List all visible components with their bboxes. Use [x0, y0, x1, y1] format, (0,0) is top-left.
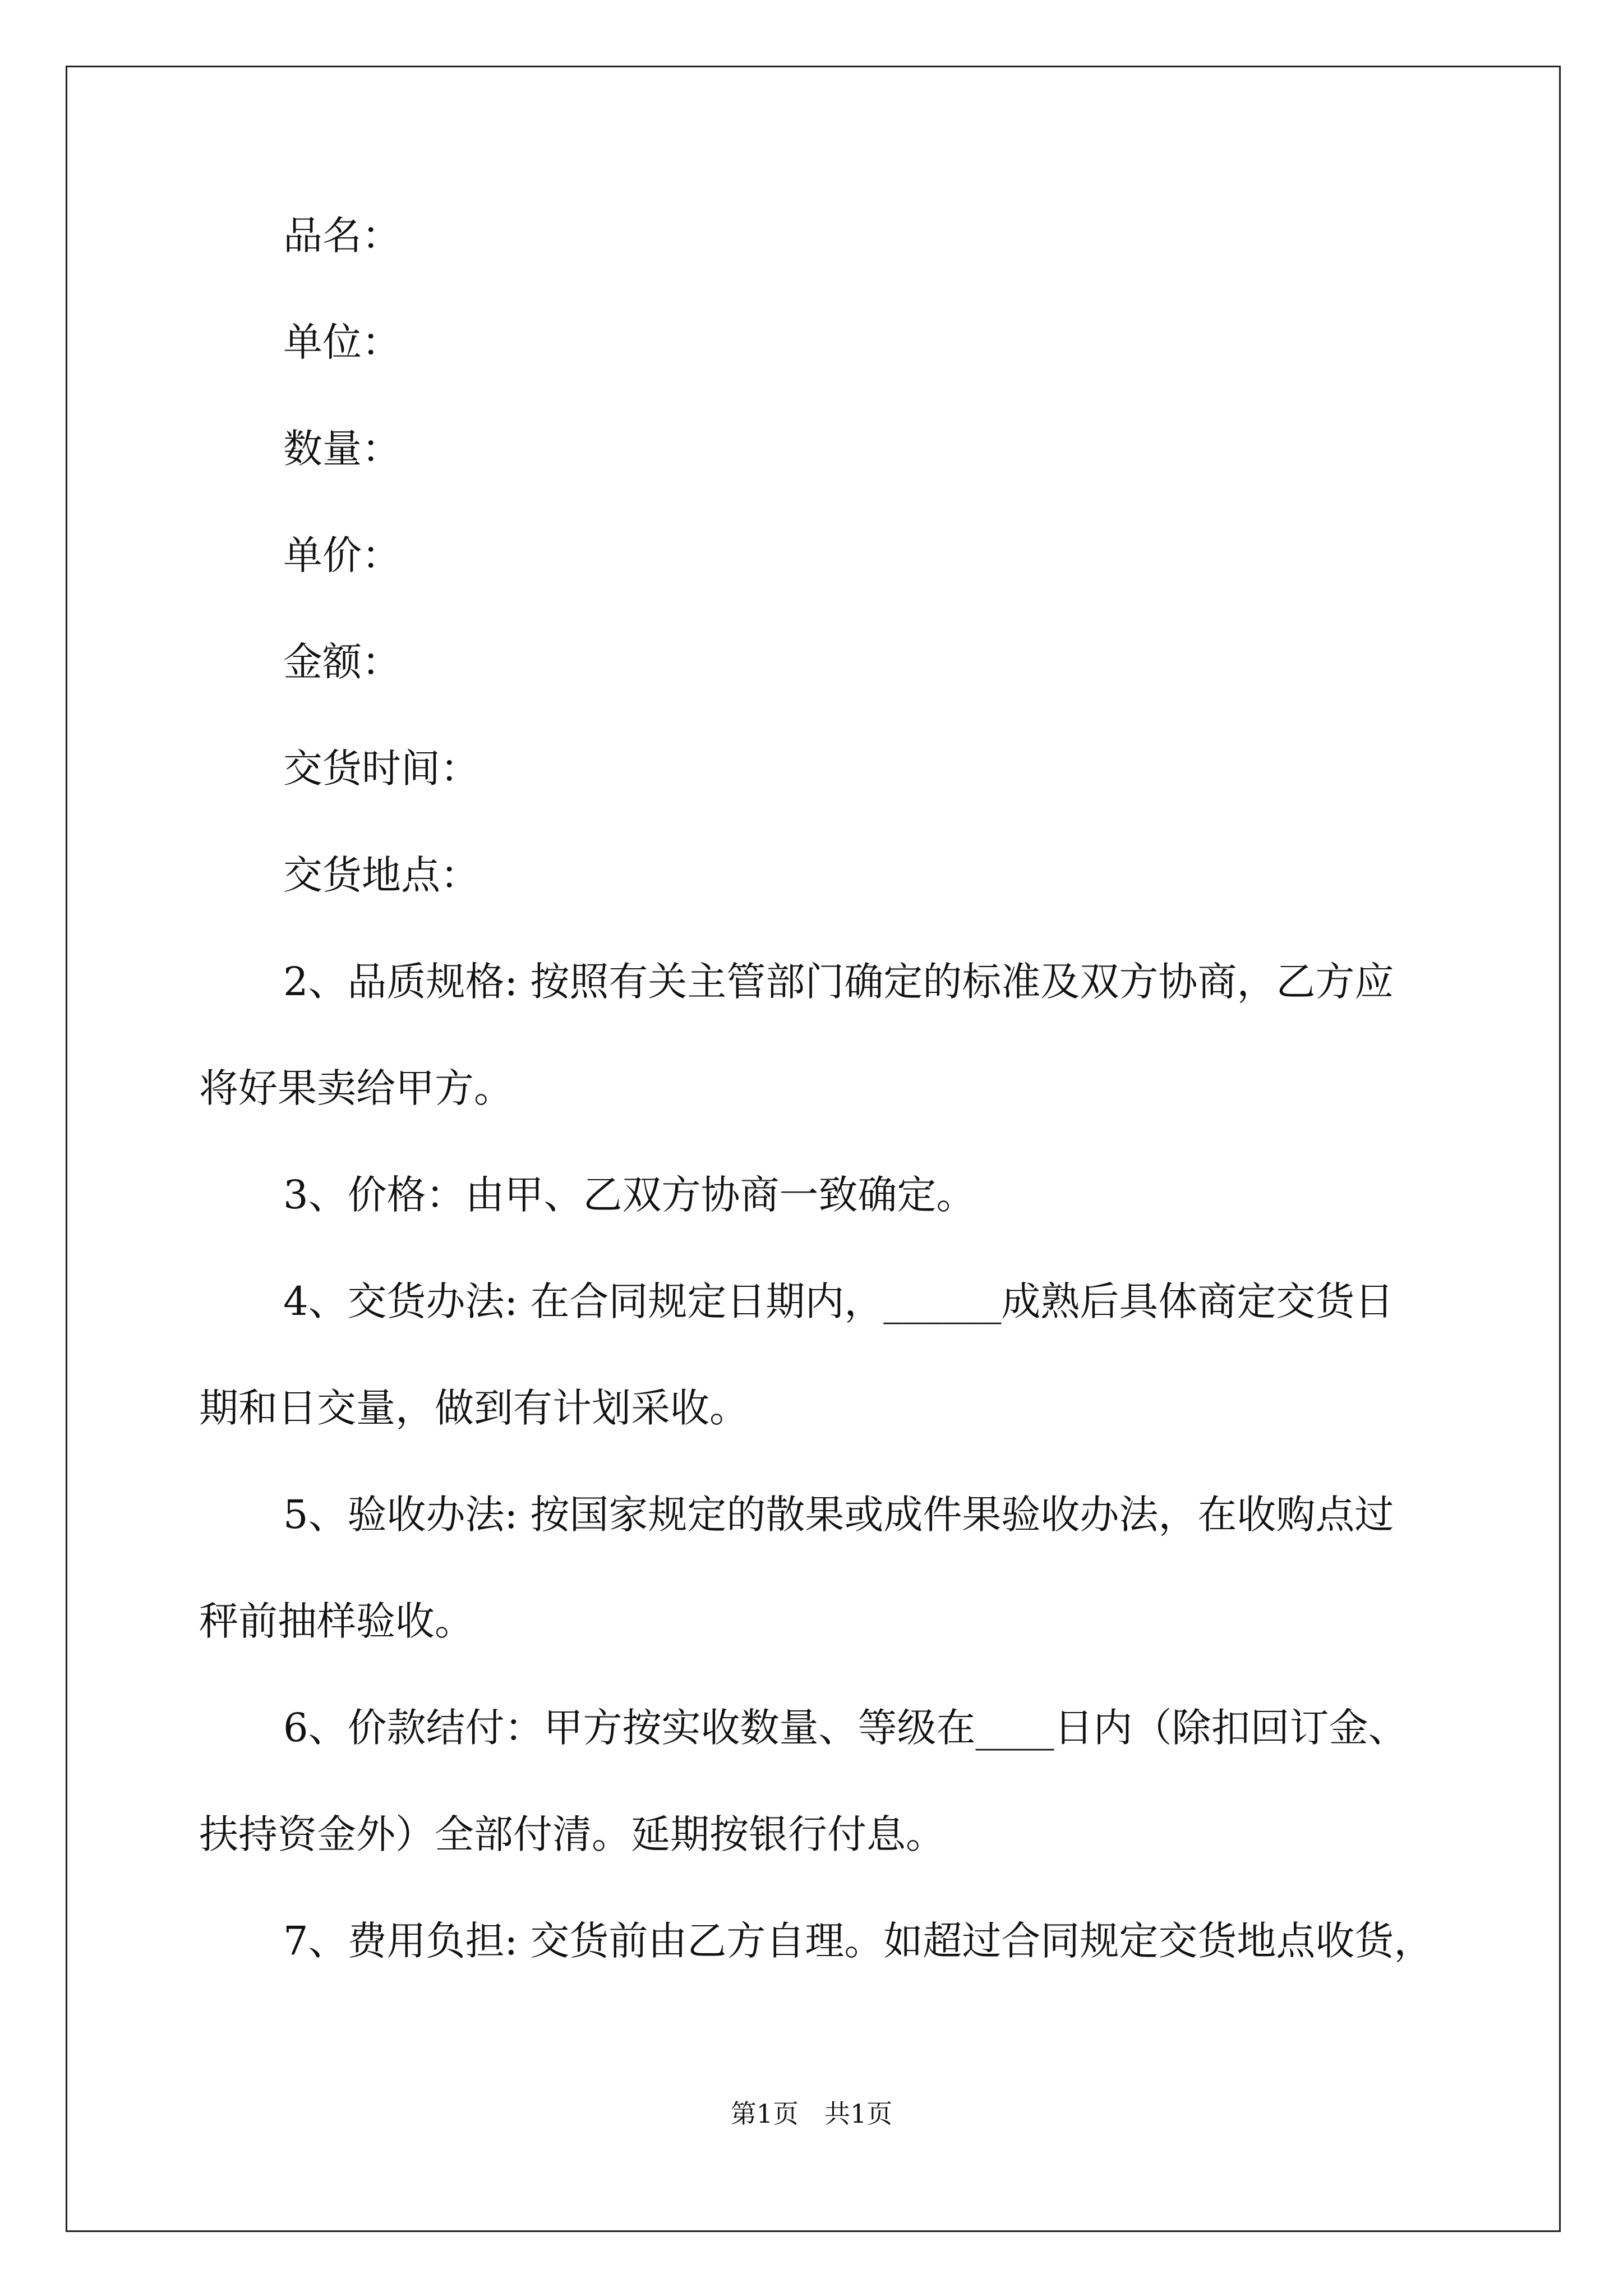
field-quantity: 数量：	[283, 426, 401, 472]
clause-2-line-1: 2、品质规格: 按照有关主管部门确定的标准及双方协商，乙方应	[283, 959, 1394, 1005]
clause-6-line-1: 6、价款结付：甲方按实收数量、等级在____日内（除扣回订金、	[283, 1705, 1408, 1751]
clause-4-line-1: 4、交货办法: 在合同规定日期内，______成熟后具体商定交货日	[283, 1278, 1394, 1324]
clause-5-line-1: 5、验收办法: 按国家规定的散果或成件果验收办法，在收购点过	[283, 1492, 1394, 1538]
clause-2-line-2: 将好果卖给甲方。	[199, 1065, 513, 1111]
clause-3-line-1: 3、价格：由甲、乙双方协商一致确定。	[283, 1172, 976, 1218]
field-delivery-time: 交货时间：	[283, 746, 479, 792]
field-unit-price: 单价：	[283, 532, 401, 578]
field-product-name: 品名：	[283, 213, 401, 259]
clause-6-line-2: 扶持资金外）全部付清。延期按银行付息。	[199, 1811, 945, 1857]
field-amount: 金额：	[283, 639, 401, 685]
clause-4-line-2: 期和日交量，做到有计划采收。	[199, 1385, 749, 1431]
page-number-footer: 第1页 共1页	[730, 2099, 893, 2129]
page-border	[66, 66, 1561, 2232]
field-delivery-place: 交货地点：	[283, 852, 479, 898]
field-unit: 单位：	[283, 319, 401, 365]
clause-7-line-1: 7、费用负担: 交货前由乙方自理。如超过合同规定交货地点收货，	[283, 1918, 1433, 1964]
clause-5-line-2: 秤前抽样验收。	[199, 1598, 474, 1644]
